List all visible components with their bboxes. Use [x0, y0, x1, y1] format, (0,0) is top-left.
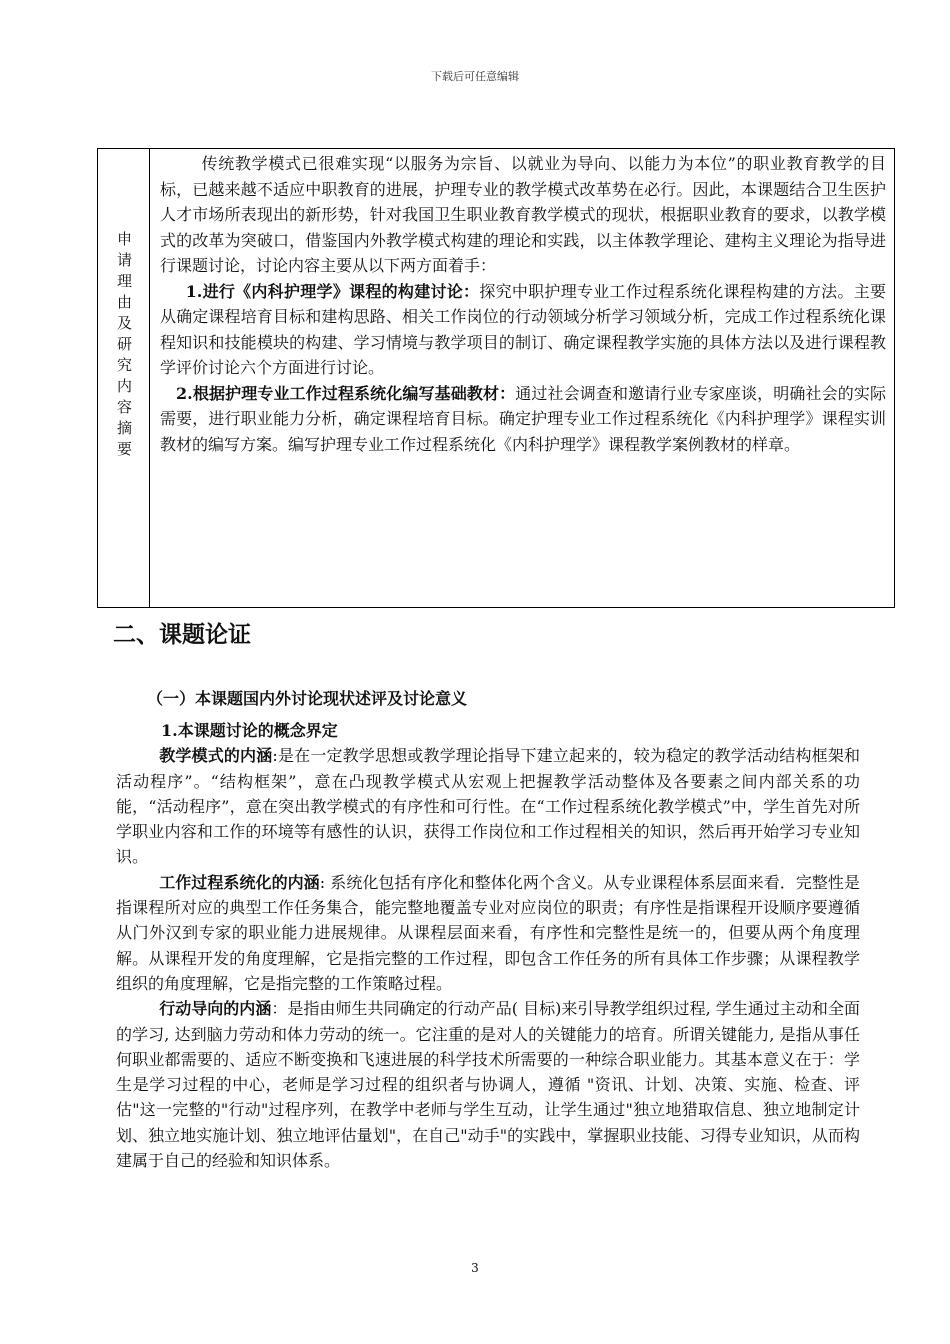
research-item-2-text: 通过社会调查和邀请行业专家座谈，明确社会的实际需要，进行职业能力分析，确定课程培育目标。确定护理专业工作过程系统化《内科护理学》课程实训教材的编写方案。编写护理专业工作过程系统化《内科护理学》课程教学案例教材的样章。: [160, 383, 886, 454]
concept-heading: 1.本课题讨论的概念界定: [161, 721, 338, 740]
section-title: 二、课题论证: [113, 622, 251, 648]
action-oriented-term: 行动导向的内涵: [159, 999, 272, 1019]
page-number: 3: [471, 1261, 479, 1275]
application-summary-table: [97, 148, 895, 608]
subsection-title: （一）本课题国内外讨论现状述评及讨论意义: [147, 689, 468, 708]
research-item-2: [160, 381, 886, 458]
work-process-term: 工作过程系统化的内涵: [159, 872, 320, 892]
teaching-mode-paragraph: [116, 743, 860, 869]
research-item-1-title: 1.进行《内科护理学》课程的构建讨论：: [185, 281, 480, 301]
work-process-text: : 系统化包括有序化和整体化两个含义。从专业课程体系层面来看．完整性是指课程所对应的典型工作任务集合，能完整地覆盖专业对应岗位的职责；有序性是指课程开设顺序要遵循从门外汉到专家的职业能力进展规律。从课程层面来看，有序性和完整性是统一的，但要从两个角度理解。从课程开发的角度理解，它是指完整的工作过程，即包含工作任务的所有具体工作步骤；从课程教学组织的角度理解，它是指完整的工作策略过程。: [116, 872, 860, 993]
teaching-mode-term: 教学模式的内涵: [159, 746, 273, 766]
teaching-mode-text: :是在一定教学思想或教学理论指导下建立起来的，较为稳定的教学活动结构框架和活动程序”。“结构框架”，意在凸现教学模式从宏观上把握教学活动整体及各要素之间内部关系的功能，“活动程序”，意在突出教学模式的有序性和可行性。在“工作过程系统化教学模式”中，学生首先对所学职业内容和工作的环境等有感性的认识，获得工作岗位和工作过程相关的知识，然后再开始学习专业知识。: [116, 746, 860, 867]
table-label-cell: [98, 149, 150, 607]
work-process-paragraph: [116, 870, 860, 996]
action-oriented-text: ：是指由师生共同确定的行动产品( 目标)来引导教学组织过程, 学生通过主动和全面的学习, 达到脑力劳动和体力劳动的统一。它注重的是对人的关键能力的培育。所谓关键能力, 是指从事任何职业都需要的、适应不断变换和飞速进展的科学技术所需要的一种综合职业能力。其基本意义在于：学生是学习过程的中心，老师是学习过程的组织者与协调人，遵循 "资讯、计划、决策、实施、检查、评估"这一完整的"行动"过程序列，在教学中老师与学生互动，让学生通过"独立地猎取信息、独立地制定计划、独立地实施计划、独立地评估量划"，在自己"动手"的实践中，掌握职业技能、习得专业知识，从而构建属于自己的经验和知识体系。: [116, 999, 860, 1171]
table-label: 申请理由及研究内容摘要: [115, 231, 133, 462]
research-item-1: [160, 279, 886, 381]
page-header: 下载后可任意编辑: [431, 70, 519, 83]
research-item-1-text: 探究中职护理专业工作过程系统化课程构建的方法。主要从确定课程培育目标和建构思路、相关工作岗位的行动领域分析学习领域分析，完成工作过程系统化课程知识和技能模块的构建、学习情境与教学项目的制订、确定课程教学实施的具体方法以及进行课程教学评价讨论六个方面进行讨论。: [160, 281, 886, 377]
intro-paragraph: 传统教学模式已很难实现“以服务为宗旨、以就业为导向、以能力为本位”的职业教育教学的目标，已越来越不适应中职教育的进展，护理专业的教学模式改革势在必行。因此，本课题结合卫生医护人才市场所表现出的新形势，针对我国卫生职业教育教学模式的现状，根据职业教育的要求，以教学模式的改革为突破口，借鉴国内外教学模式构建的理论和实践，以主体教学理论、建构主义理论为指导进行课题讨论，讨论内容主要从以下两方面着手：: [160, 154, 886, 275]
research-item-2-title: 2.根据护理专业工作过程系统化编写基础教材：: [176, 383, 516, 403]
action-oriented-paragraph: [116, 996, 860, 1173]
table-content-cell: [150, 149, 894, 607]
concept-definitions: [116, 718, 860, 1173]
